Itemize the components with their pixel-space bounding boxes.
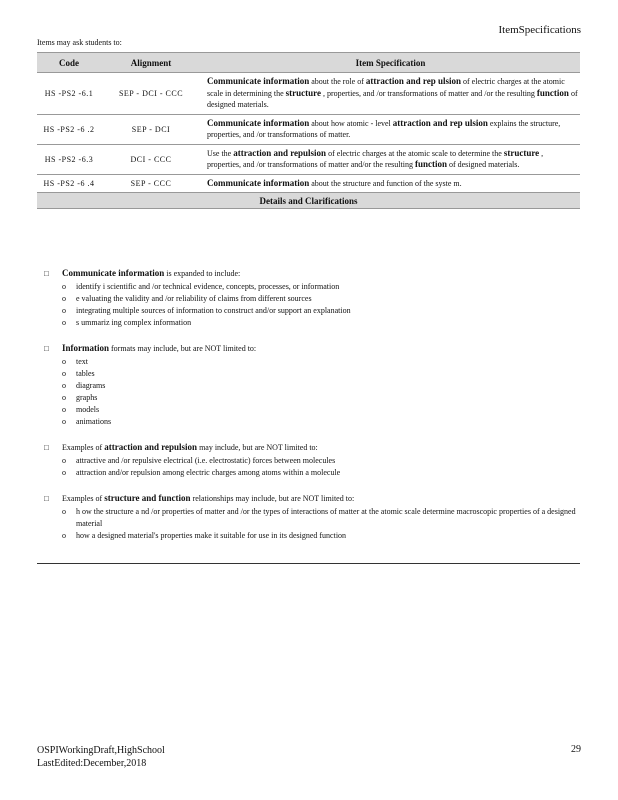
circle-bullet-icon: o: [62, 294, 66, 303]
details-group-text: [62, 268, 240, 279]
circle-bullet-icon: o: [62, 357, 66, 366]
table-row: [37, 114, 580, 144]
emphasis-text: structure: [503, 147, 540, 158]
table-row: [37, 73, 580, 115]
details-group: [44, 343, 580, 428]
details-group: [44, 268, 580, 329]
square-bullet-icon: □: [44, 344, 49, 353]
list-item-text: how a designed material's properties make it suitable for use in its designed function: [76, 531, 347, 540]
list-item-text: identify i scientific and /or technical evidence, concepts, processes, or information: [76, 282, 340, 291]
list-item-text: tables: [76, 369, 95, 378]
list-item: [62, 455, 580, 467]
body-text: about how atomic - level: [309, 118, 393, 128]
list-item-text: h ow the structure a nd /or properties of matter and /or the types of interactions of matter at the atomic scale determine macroscopic properties of a designed material: [76, 507, 576, 528]
body-text: , properties, and /or transformations of matter and/or the resulting: [207, 148, 544, 169]
body-text: Examples of: [62, 494, 105, 503]
details-group-text: [62, 343, 256, 354]
details-section: [44, 268, 580, 556]
body-text: about the structure and function of the syste m.: [309, 178, 462, 188]
details-group-text: [62, 442, 318, 453]
details-header: Details and Clarifications: [37, 193, 580, 209]
list-item: [62, 317, 580, 329]
list-item-text: text: [76, 357, 88, 366]
details-group: [44, 493, 580, 542]
body-text: of designed materials.: [207, 88, 578, 109]
body-text: of electric charges at the atomic scale in determining the: [207, 77, 565, 98]
list-item: [62, 380, 580, 392]
emphasis-text: Communicate information: [62, 268, 165, 278]
list-item: [62, 404, 580, 416]
list-item-text: attraction and/or repulsion among electric charges among atoms within a molecule: [76, 468, 341, 477]
row-spec: [201, 144, 580, 174]
details-sub-list: [62, 506, 580, 542]
details-sub-list: [62, 455, 580, 479]
emphasis-text: Information: [62, 343, 109, 353]
circle-bullet-icon: o: [62, 393, 66, 402]
body-text: relationships may include, but are NOT limited to:: [190, 494, 355, 503]
list-item: [62, 467, 580, 479]
circle-bullet-icon: o: [62, 405, 66, 414]
row-alignment: SEP - DCI: [101, 114, 201, 144]
col-header-alignment: Alignment: [101, 53, 201, 73]
list-item: [62, 281, 580, 293]
emphasis-text: function: [536, 87, 569, 98]
row-alignment: DCI - CCC: [101, 144, 201, 174]
footer-line-2: LastEdited:December,2018: [37, 758, 147, 769]
list-item-text: animations: [76, 417, 112, 426]
list-item: [62, 530, 580, 542]
col-header-spec: Item Specification: [201, 53, 580, 73]
intro-text: Items may ask students to:: [37, 38, 122, 47]
table-row: [37, 144, 580, 174]
emphasis-text: attraction and repulsion: [104, 442, 198, 452]
body-text: Use the: [207, 148, 234, 158]
footer-line-1: OSPIWorkingDraft,HighSchool: [37, 745, 165, 756]
row-code: HS -PS2 -6 .2: [37, 114, 101, 144]
emphasis-text: structure and function: [104, 493, 191, 503]
details-group: [44, 442, 580, 479]
square-bullet-icon: □: [44, 494, 49, 503]
details-group-heading: [44, 442, 580, 453]
circle-bullet-icon: o: [62, 456, 66, 465]
item-spec-table: [37, 52, 580, 209]
circle-bullet-icon: o: [62, 531, 66, 540]
details-group-heading: [44, 343, 580, 354]
circle-bullet-icon: o: [62, 318, 66, 327]
row-spec: [201, 114, 580, 144]
body-text: is expanded to include:: [164, 269, 241, 278]
list-item-text: s ummariz ing complex information: [76, 318, 192, 327]
bottom-divider: [37, 563, 580, 564]
row-alignment: SEP - DCI - CCC: [101, 73, 201, 115]
list-item: [62, 506, 580, 530]
list-item-text: attractive and /or repulsive electrical (i.e. electrostatic) forces between molecules: [76, 456, 336, 465]
square-bullet-icon: □: [44, 443, 49, 452]
list-item: [62, 416, 580, 428]
list-item-text: e valuating the validity and /or reliability of claims from different sources: [76, 294, 312, 303]
list-item: [62, 356, 580, 368]
emphasis-text: attraction and rep ulsion: [365, 76, 461, 86]
row-alignment: SEP - CCC: [101, 174, 201, 193]
emphasis-text: Communicate information: [207, 76, 310, 86]
circle-bullet-icon: o: [62, 381, 66, 390]
page-number: 29: [571, 744, 581, 755]
list-item-text: integrating multiple sources of information to construct and/or support an explanation: [76, 306, 351, 315]
body-text: of designed materials.: [446, 160, 520, 169]
details-group-heading: [44, 268, 580, 279]
list-item: [62, 293, 580, 305]
circle-bullet-icon: o: [62, 468, 66, 477]
list-item: [62, 368, 580, 380]
body-text: Examples of: [62, 443, 105, 452]
body-text: about the role of: [309, 77, 366, 86]
body-text: explains the structure, properties, and /or transformations of matter.: [207, 118, 561, 139]
list-item-text: graphs: [76, 393, 98, 402]
body-text: may include, but are NOT limited to:: [197, 443, 318, 452]
list-item: [62, 305, 580, 317]
emphasis-text: Communicate information: [207, 177, 310, 188]
details-group-text: [62, 493, 354, 504]
emphasis-text: function: [414, 159, 447, 169]
circle-bullet-icon: o: [62, 507, 66, 516]
footer-left: [37, 744, 165, 770]
page-header-title: ItemSpecifications: [498, 24, 581, 36]
body-text: of electric charges at the atomic scale to determine the: [326, 148, 504, 158]
row-code: HS -PS2 -6 .4: [37, 174, 101, 193]
table-header-row: [37, 53, 580, 73]
details-group-heading: [44, 493, 580, 504]
row-code: HS -PS2 -6.1: [37, 73, 101, 115]
body-text: formats may include, but are NOT limited to:: [109, 344, 257, 353]
emphasis-text: attraction and rep ulsion: [392, 117, 488, 128]
row-code: HS -PS2 -6.3: [37, 144, 101, 174]
emphasis-text: attraction and repulsion: [233, 147, 327, 158]
body-text: , properties, and /or transformations of matter and /or the resulting: [320, 88, 537, 98]
list-item-text: diagrams: [76, 381, 106, 390]
col-header-code: Code: [37, 53, 101, 73]
details-sub-list: [62, 356, 580, 428]
details-header-row: [37, 193, 580, 209]
details-sub-list: [62, 281, 580, 329]
emphasis-text: Communicate information: [207, 117, 310, 128]
emphasis-text: structure: [285, 87, 321, 98]
circle-bullet-icon: o: [62, 369, 66, 378]
list-item: [62, 392, 580, 404]
row-spec: [201, 174, 580, 193]
circle-bullet-icon: o: [62, 306, 66, 315]
table-body: [37, 73, 580, 193]
square-bullet-icon: □: [44, 269, 49, 278]
circle-bullet-icon: o: [62, 417, 66, 426]
circle-bullet-icon: o: [62, 282, 66, 291]
list-item-text: models: [76, 405, 100, 414]
table-row: [37, 174, 580, 193]
row-spec: [201, 73, 580, 115]
